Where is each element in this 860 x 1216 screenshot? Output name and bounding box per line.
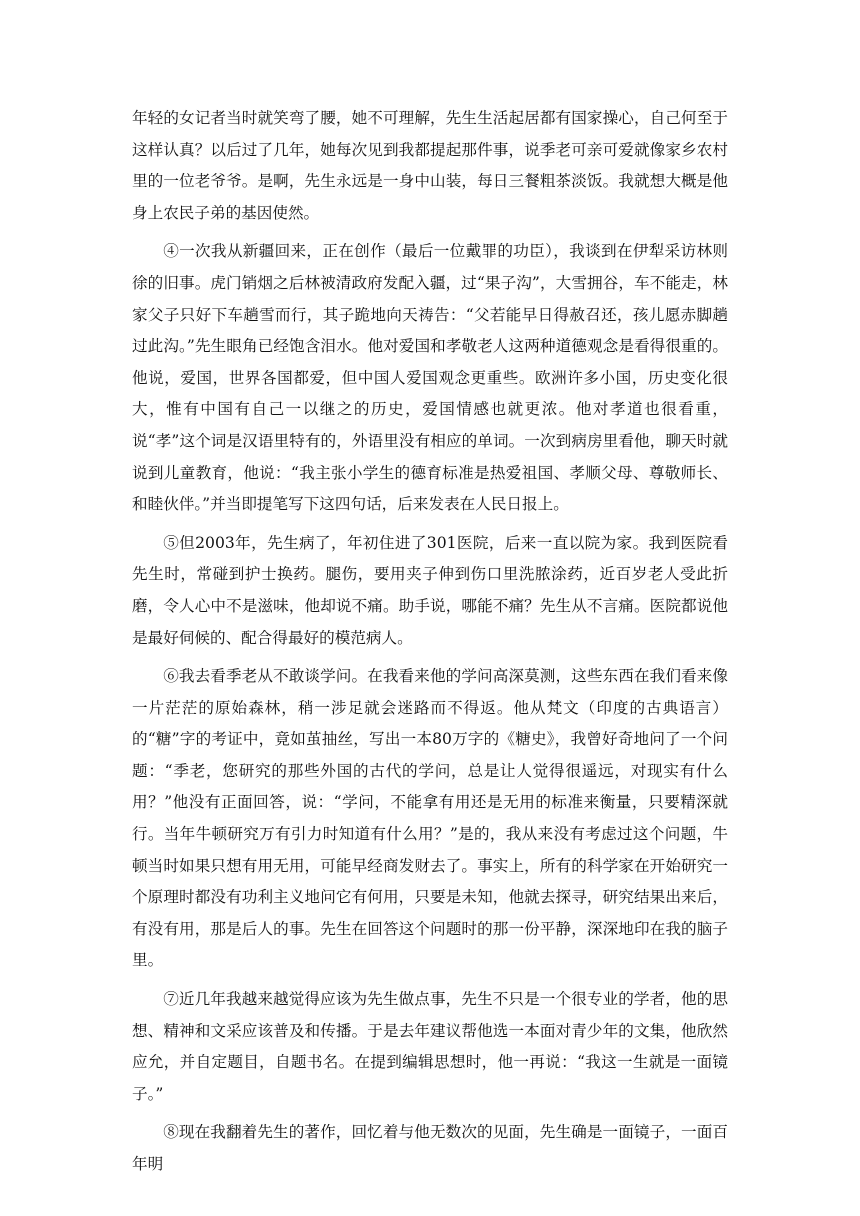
paragraph-continued: 年轻的女记者当时就笑弯了腰，她不可理解，先生生活起居都有国家操心，自己何至于这样认真？以后过了几年，她每次见到我都提起那件事，说季老可亲可爱就像家乡农村里的一位老爷爷。是啊，先生永远是一身中山装，每日三餐粗茶淡饭。我就想大概是他身上农民子弟的基因使然。 xyxy=(132,109,728,222)
paragraph-6: ⑥我去看季老从不敢谈学问。在我看来他的学问高深莫测，这些东西在我们看来像一片茫茫的原始森林，稍一涉足就会迷路而不得返。他从梵文（印度的古典语言）的“糖”字的考证中，竟如茧抽丝，写出一本80万字的《糖史》，我曾好奇地问了一个问题：“季老，您研究的那些外国的古代的学问，总是让人觉得很遥远，对现实有什么用？”他没有正面回答，说：“学问，不能拿有用还是无用的标准来衡量，只要精深就行。当年牛顿研究万有引力时知道有什么用？”是的，我从来没有考虑过这个问题，牛顿当时如果只想有用无用，可能早经商发财去了。事实上，所有的科学家在开始研究一个原理时都没有功利主义地问它有何用，只要是未知，他就去探寻，研究结果出来后，有没有用，那是后人的事。先生在回答这个问题时的那一份平静，深深地印在我的脑子里。 xyxy=(132,667,728,970)
paragraph-5: ⑤但2003年，先生病了，年初住进了301医院，后来一直以院为家。我到医院看先生时，常碰到护士换药。腿伤，要用夹子伸到伤口里洗脓涂药，近百岁老人受此折磨，令人心中不是滋味，他却说不痛。助手说，哪能不痛？先生从不言痛。医院都说他是最好伺候的、配合得最好的模范病人。 xyxy=(132,533,728,647)
paragraph-8: ⑧现在我翻着先生的著作，回忆着与他无数次的见面，先生确是一面镜子，一面百年明 xyxy=(132,1123,728,1173)
paragraph-7: ⑦近几年我越来越觉得应该为先生做点事，先生不只是一个很专业的学者，他的思想、精神和文采应该普及和传播。于是去年建议帮他选一本面对青少年的文集，他欣然应允，并自定题目，自题书名。在提到编辑思想时，他一再说：“我这一生就是一面镜子。” xyxy=(132,990,728,1103)
article-body xyxy=(132,103,728,1188)
paragraph-4: ④一次我从新疆回来，正在创作（最后一位戴罪的功臣），我谈到在伊犁采访林则徐的旧事。虎门销烟之后林被清政府发配入疆，过“果子沟”，大雪拥谷，车不能走，林家父子只好下车趟雪而行，其子跪地向天祷告：“父若能早日得赦召还，孩儿愿赤脚趟过此沟。”先生眼角已经饱含泪水。他对爱国和孝敬老人这两种道德观念是看得很重的。他说，爱国，世界各国都爱，但中国人爱国观念更重些。欧洲许多小国，历史变化很大，惟有中国有自己一以继之的历史，爱国情感也就更浓。他对孝道也很看重，说“孝”这个词是汉语里特有的，外语里没有相应的单词。一次到病房里看他，聊天时就说到儿童教育，他说：“我主张小学生的德育标准是热爱祖国、孝顺父母、尊敬师长、和睦伙伴。”并当即提笔写下这四句话，后来发表在人民日报上。 xyxy=(132,242,728,514)
